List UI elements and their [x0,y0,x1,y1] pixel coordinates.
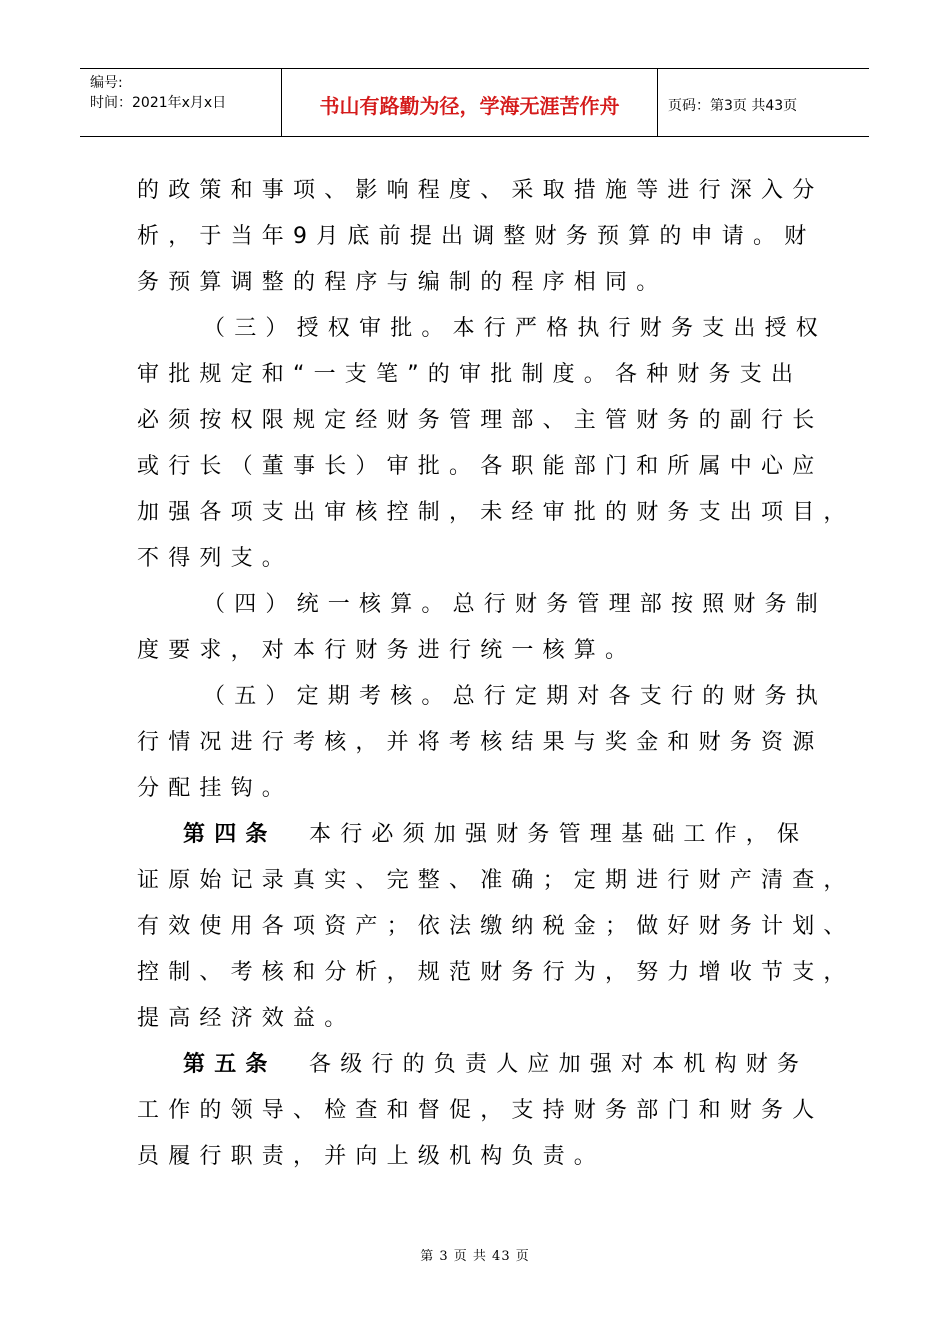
body-line: 控制、考核和分析，规范财务行为，努力增收节支， [137,960,855,985]
body-line: 度要求，对本行财务进行统一核算。 [137,638,637,663]
body-line: 不得列支。 [137,546,294,571]
body-line: 务预算调整的程序与编制的程序相同。 [137,270,668,295]
body-line: （四）统一核算。总行财务管理部按照财务制 [203,592,828,617]
header-page-info: 页码：第3页 共43页 [668,97,798,114]
article-5-title: 第五条 [183,1052,277,1077]
body-line: （五）定期考核。总行定期对各支行的财务执 [203,684,828,709]
header-motto: 书山有路勤为径，学海无涯苦作舟 [282,69,658,136]
code-label: 编号: [90,75,123,91]
time-label: 时间：2021年x月x日 [90,95,227,111]
body-line: 提高经济效益。 [137,1006,356,1031]
body-line: 加强各项支出审核控制，未经审批的财务支出项目， [137,500,855,525]
document-body [137,168,855,1180]
article-5-first-line [137,1042,817,1088]
body-line: 析，于当年9月底前提出调整财务预算的申请。财 [137,224,816,249]
body-line: 的政策和事项、影响程度、采取措施等进行深入分 [137,178,824,203]
body-line: （三）授权审批。本行严格执行财务支出授权 [203,316,828,341]
body-line: 行情况进行考核，并将考核结果与奖金和财务资源 [137,730,824,755]
body-line: 工作的领导、检查和督促，支持财务部门和财务人 [137,1098,824,1123]
article-4-title: 第四条 [183,822,277,847]
body-line: 分配挂钩。 [137,776,294,801]
body-line: 审批规定和“一支笔”的审批制度。各种财务支出 [137,362,803,387]
body-line: 有效使用各项资产；依法缴纳税金；做好财务计划、 [137,914,855,939]
body-line: 或行长（董事长）审批。各职能部门和所属中心应 [137,454,824,479]
article-4-first-line [137,812,817,858]
header-meta [80,69,282,136]
body-line: 必须按权限规定经财务管理部、主管财务的副行长 [137,408,824,433]
document-header [80,68,869,137]
page-footer: 第 3 页 共 43 页 [420,1249,530,1264]
article-5-text: 各级行的负责人应加强对本机构财务 [276,1052,809,1077]
body-line: 员履行职责，并向上级机构负责。 [137,1144,606,1169]
body-line: 证原始记录真实、完整、准确；定期进行财产清查， [137,868,855,893]
article-4-text: 本行必须加强财务管理基础工作，保 [276,822,809,847]
